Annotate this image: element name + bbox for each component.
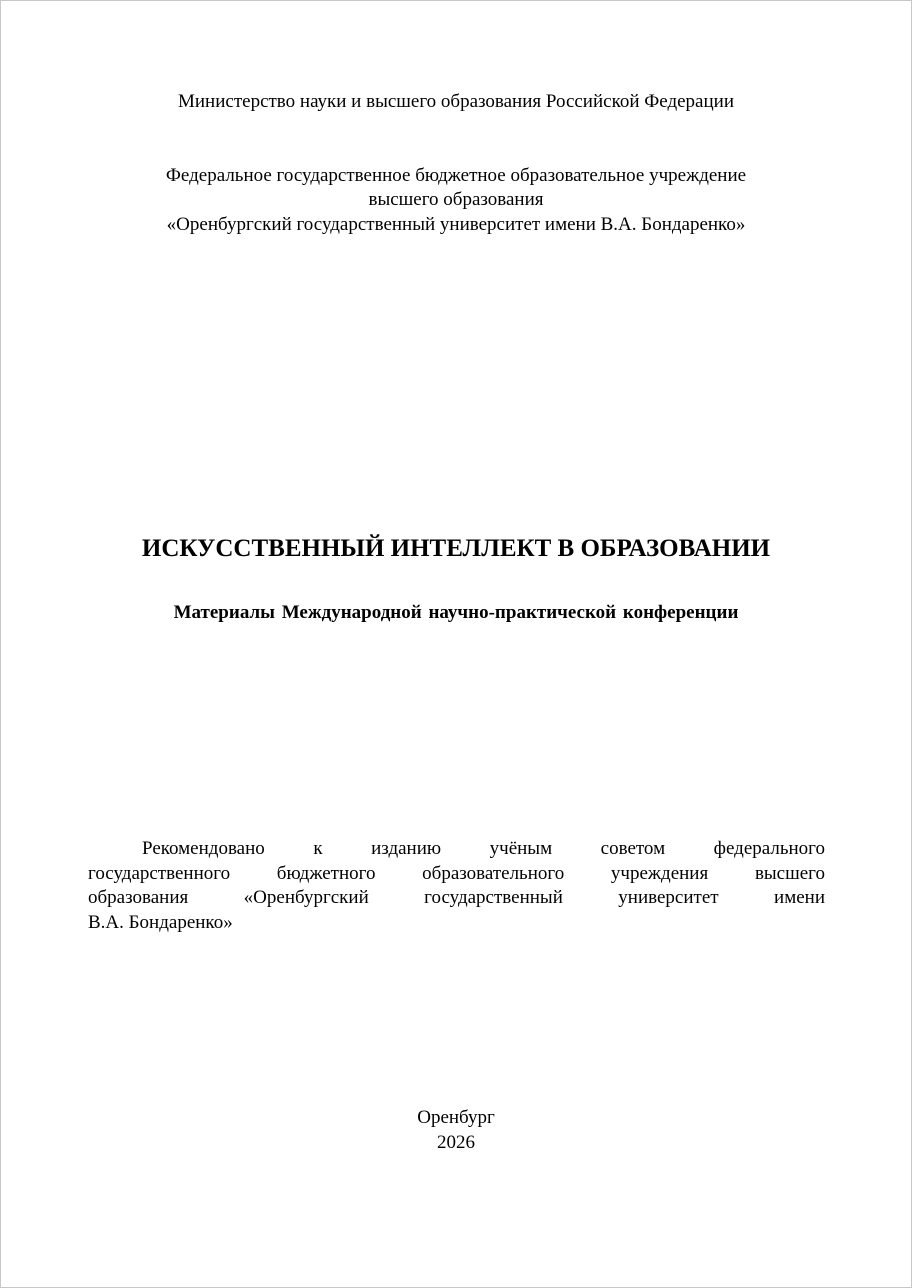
institution-line-1: Федеральное государственное бюджетное образовательное учреждение [165, 165, 747, 186]
document-title: ИСКУССТВЕННЫЙ ИНТЕЛЛЕКТ В ОБРАЗОВАНИИ [141, 535, 771, 562]
institution-line-2: высшего образования [368, 189, 544, 210]
city: Оренбург [417, 1107, 495, 1128]
document-subtitle: Материалы Международной научно-практической конференции [173, 602, 739, 623]
ministry-heading: Министерство науки и высшего образования Российской Федерации [178, 91, 734, 112]
recommendation-line: образования «Оренбургский государственный университет имени [88, 887, 825, 908]
year: 2026 [437, 1132, 475, 1153]
recommendation-paragraph [88, 837, 825, 935]
recommendation-line: государственного бюджетного образовательного учреждения высшего [88, 862, 825, 884]
recommendation-line: Рекомендовано к изданию учёным советом федерального [142, 838, 825, 859]
recommendation-line: В.А. Бондаренко» [88, 911, 233, 933]
institution-line-3: «Оренбургский государственный университет имени В.А. Бондаренко» [166, 214, 746, 235]
